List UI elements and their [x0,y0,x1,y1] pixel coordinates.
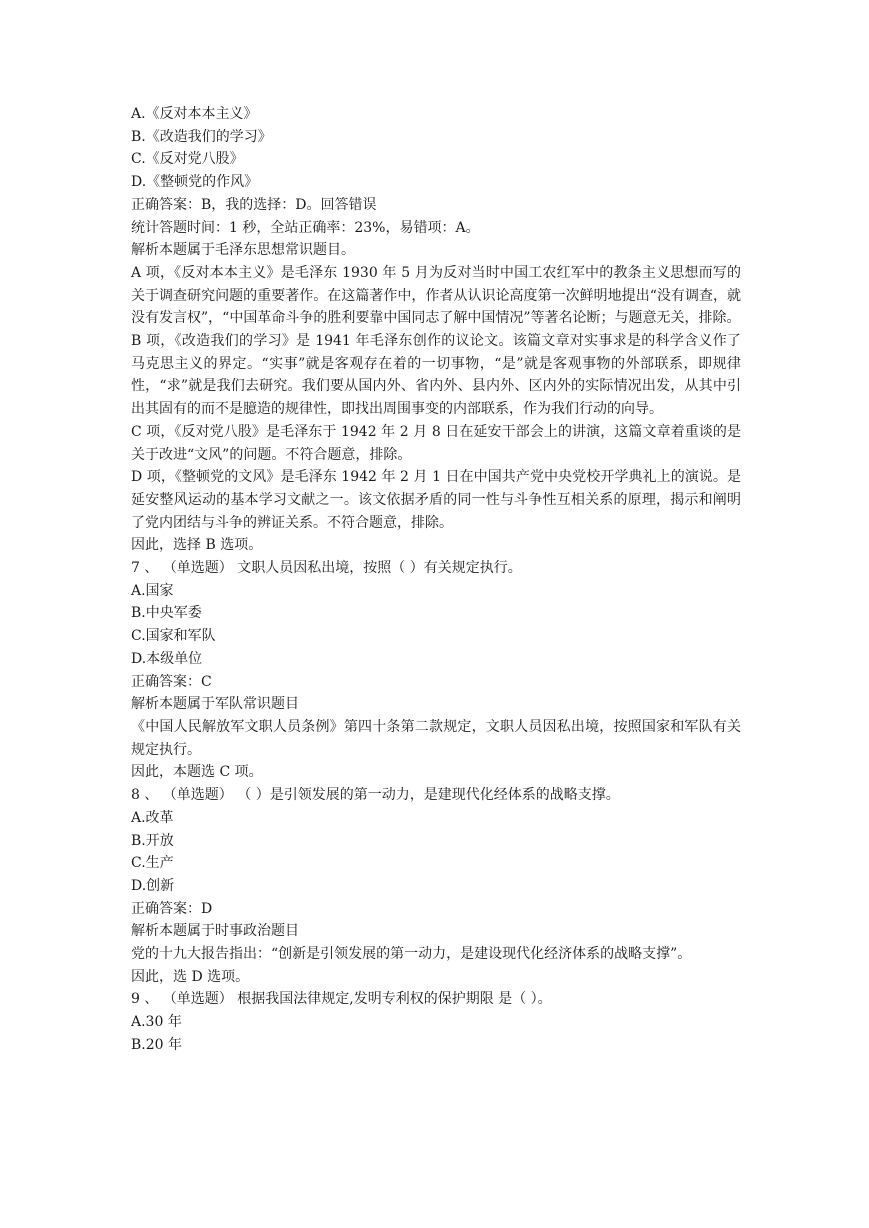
analysis-c: C 项，《反对党八股》是毛泽东于 1942 年 2 月 8 日在延安干部会上的讲演，这篇文章着重谈的是关于改进“文风”的问题。不符合题意，排除。 [131,423,741,463]
q7-detail: 《中国人民解放军文职人员条例》第四十条第二款规定，文职人员因私出境，按照国家和军队有关规定执行。 [131,718,741,758]
q7-option-d: D.本级单位 [131,650,203,667]
document-page [131,103,741,1057]
option-b: B.《改造我们的学习》 [131,128,272,145]
q8-option-c: C.生产 [131,855,174,872]
question-8-stem: 8 、 （单选题） （ ）是引领发展的第一动力，是建现代化经体系的战略支撑。 [131,787,620,804]
q7-option-a: A.国家 [131,582,174,599]
q8-detail: 党的十九大报告指出：“创新是引领发展的第一动力，是建设现代化经济体系的战略支撑”。 [131,946,692,963]
q8-option-a: A.改革 [131,809,174,826]
analysis-d: D 项，《整顿党的文风》是毛泽东 1942 年 2 月 1 日在中国共产党中央党校开学典礼上的演说。是延安整风运动的基本学习文献之一。该文依据矛盾的同一性与斗争性互相关系的原理，揭示和阐明了党内团结与斗争的辨证关系。不符合题意，排除。 [131,469,741,531]
q8-analysis: 解析本题属于时事政治题目 [131,923,299,940]
question-7-stem: 7 、 （单选题） 文职人员因私出境，按照（ ）有关规定执行。 [131,560,522,577]
q9-option-a: A.30 年 [131,1014,182,1031]
q8-option-b: B.开放 [131,832,174,849]
q7-option-c: C.国家和军队 [131,628,216,645]
answer-line: 正确答案：B，我的选择：D。回答错误 [131,196,377,213]
q9-option-b: B.20 年 [131,1036,183,1053]
q7-conclusion: 因此，本题选 C 项。 [131,764,263,781]
q7-option-b: B.中央军委 [131,605,202,622]
q7-analysis: 解析本题属于军队常识题目 [131,696,299,713]
analysis-a: A 项，《反对本本主义》是毛泽东 1930 年 5 月为反对当时中国工农红军中的教条主义思想而写的关于调查研究问题的重要著作。在这篇著作中，作者从认识论高度第一次鲜明地提出“没有调查，就没有发言权”，“中国革命斗争的胜利要靠中国同志了解中国情况”等著名论断；与题意无关，排除。 [131,264,741,327]
q8-answer: 正确答案：D [131,900,213,917]
conclusion-6: 因此，选择 B 选项。 [131,537,263,554]
analysis-b: B 项，《改造我们的学习》是 1941 年毛泽东创作的议论文。该篇文章对实事求是的科学含义作了马克思主义的界定。“实事”就是客观存在着的一切事物，“是”就是客观事物的外部联系，即规律性，“求”就是我们去研究。我们要从国内外、省内外、县内外、区内外的实际情况出发，从其中引出其固有的而不是臆造的规律性，即找出周围事变的内部联系，作为我们行动的向导。 [131,333,741,418]
analysis-heading: 解析本题属于毛泽东思想常识题目。 [131,242,355,259]
option-a: A.《反对本本主义》 [131,106,258,122]
option-d: D.《整顿党的作风》 [131,174,259,191]
q8-conclusion: 因此，选 D 选项。 [131,968,250,985]
option-c: C.《反对党八股》 [131,151,244,168]
stats-line: 统计答题时间：1 秒，全站正确率：23%，易错项：A。 [131,219,480,236]
question-9-stem: 9 、 （单选题） 根据我国法律规定,发明专利权的保护期限 是（ ）。 [131,991,552,1008]
q7-answer: 正确答案：C [131,673,212,690]
q8-option-d: D.创新 [131,877,175,894]
